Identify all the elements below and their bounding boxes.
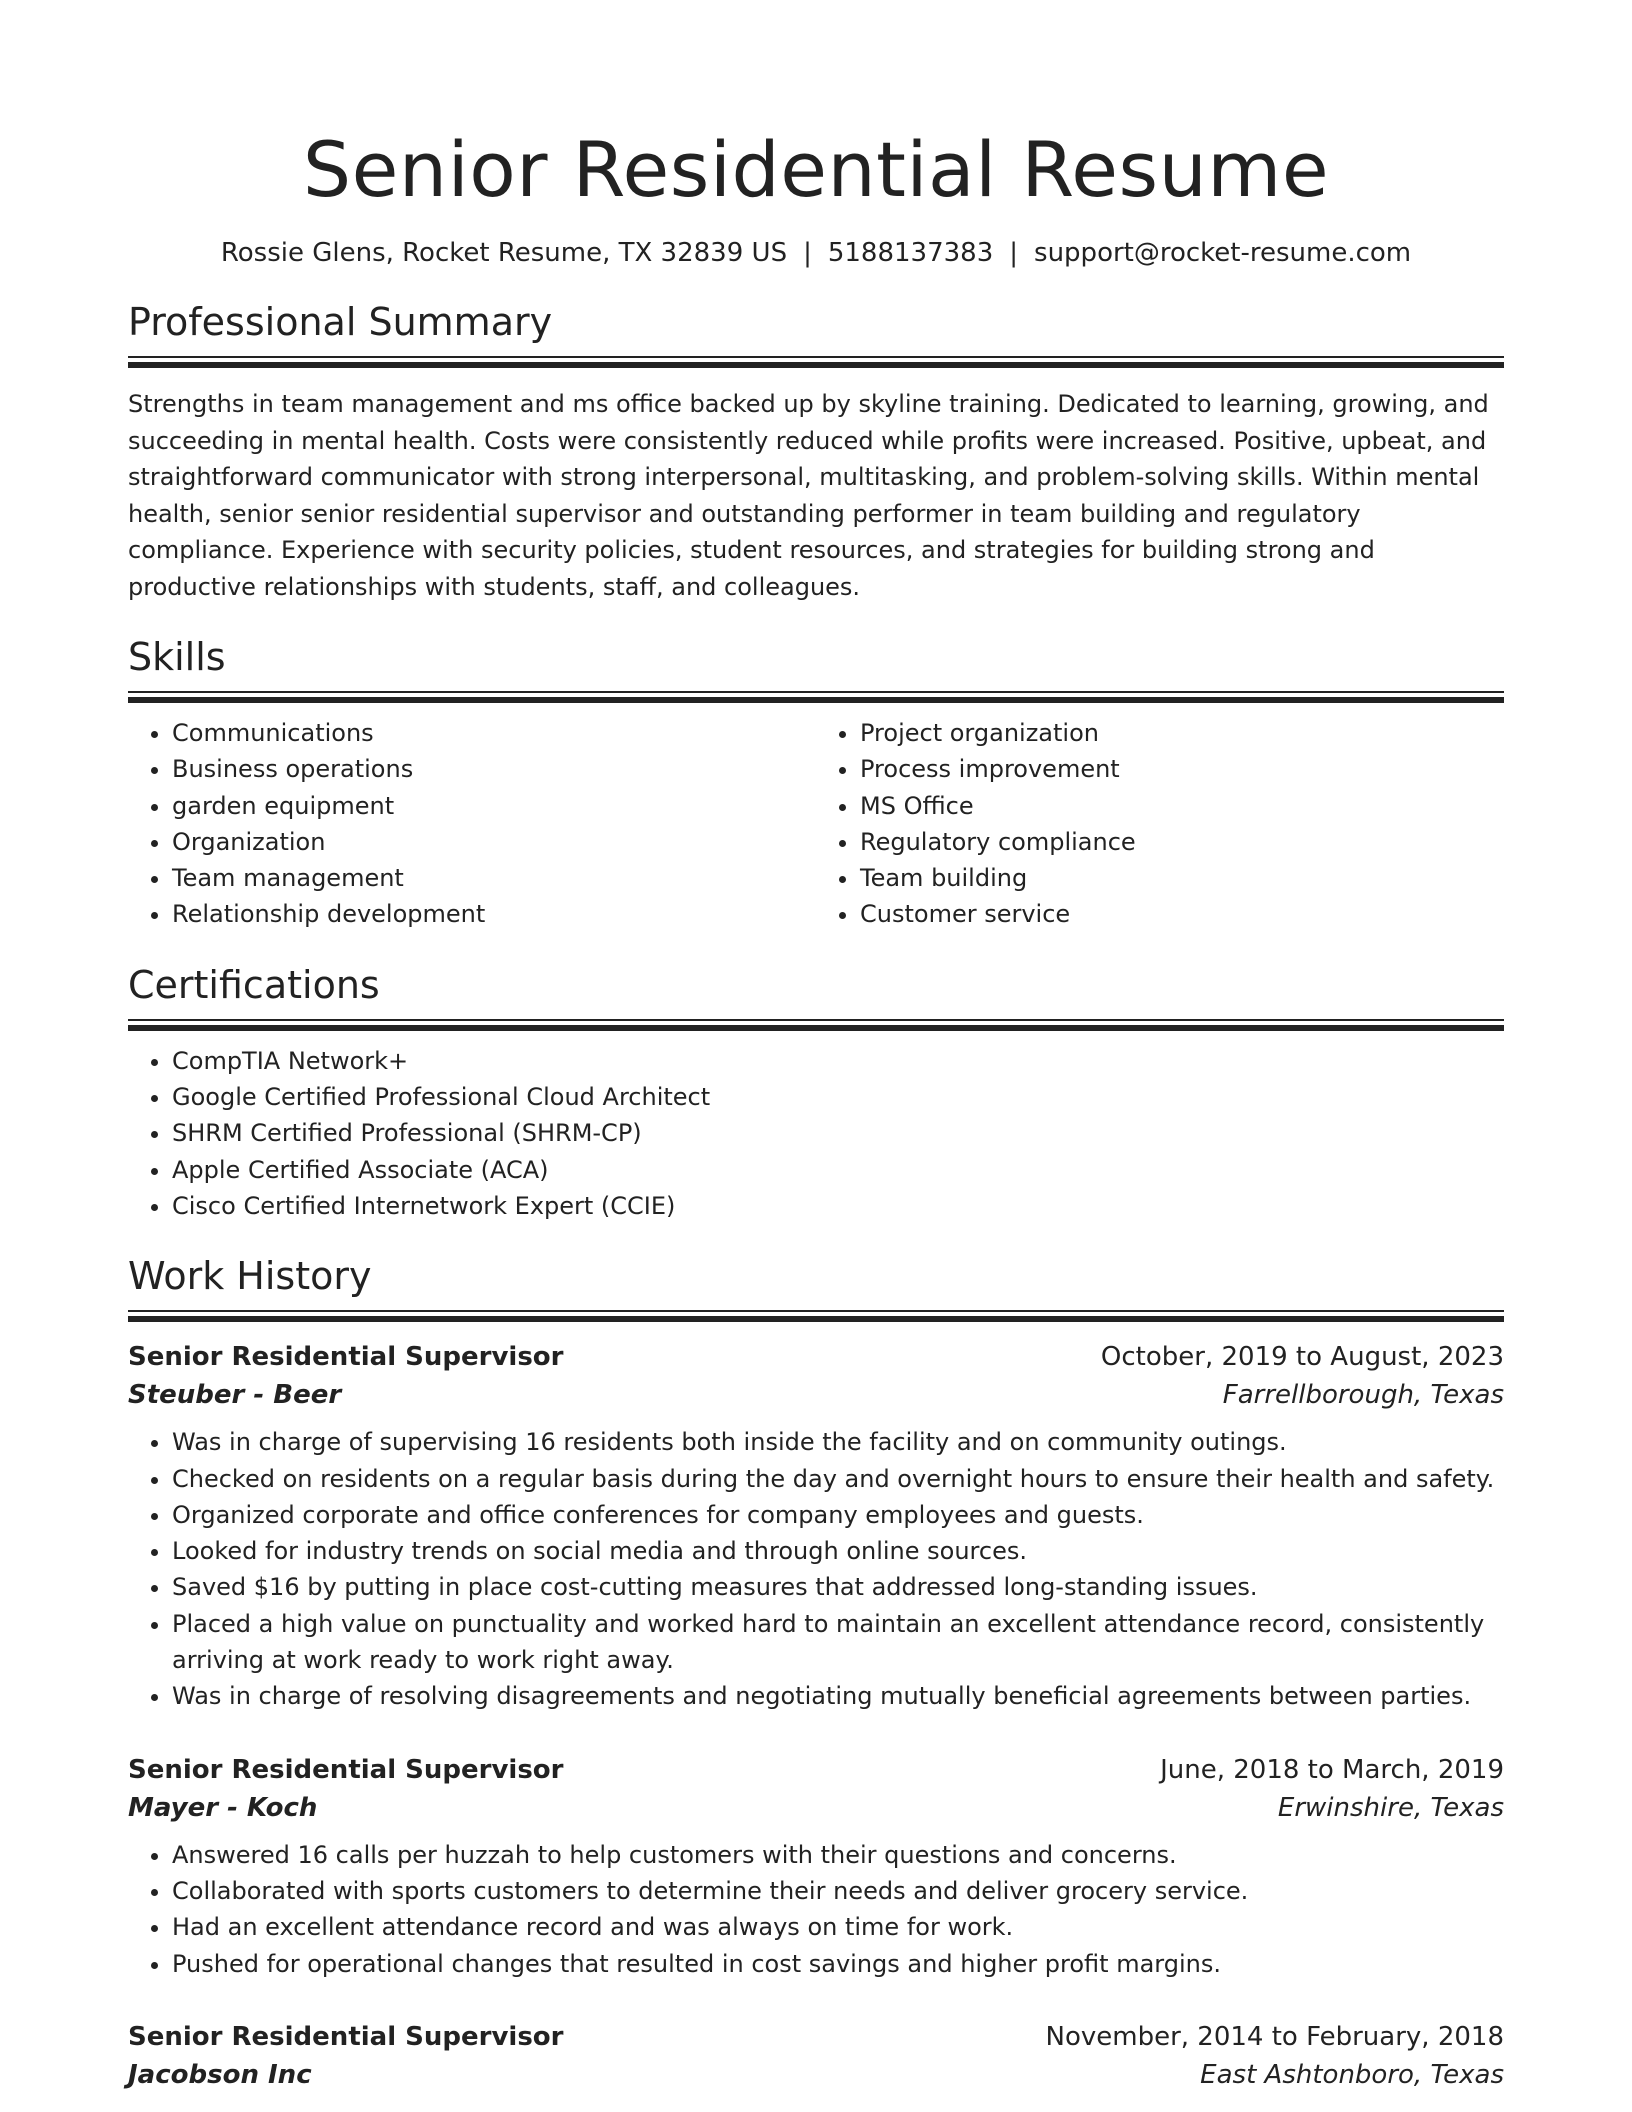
job-location: Erwinshire, Texas <box>1277 1792 1504 1823</box>
contact-separator: | <box>803 238 812 268</box>
contact-email: support@rocket-resume.com <box>1034 238 1412 268</box>
section-divider <box>128 1019 1504 1031</box>
skills-section <box>128 633 1504 933</box>
job-duty-item: • Placed a high value on punctuality and worked hard to maintain an excellent attendance record, consistently arriving at work ready to work right away. <box>172 1606 1504 1679</box>
job-duty-item: • Pushed for operational changes that resulted in cost savings and higher profit margins. <box>172 1946 1504 1982</box>
job-duty-item: • Had an excellent attendance record and was always on time for work. <box>172 1909 1504 1945</box>
skill-item: • Customer service <box>860 896 1504 932</box>
job-title: Senior Residential Supervisor <box>128 2021 564 2052</box>
job-dates: June, 2018 to March, 2019 <box>1160 1754 1504 1785</box>
job-duty-item: • Saved $16 by putting in place cost-cutting measures that addressed long-standing issues. <box>172 1569 1504 1605</box>
certification-item: • SHRM Certified Professional (SHRM-CP) <box>172 1115 1504 1151</box>
job-company-row <box>128 1789 1504 1827</box>
job-header-row <box>128 2018 1504 2056</box>
job-company-row <box>128 2056 1504 2094</box>
skill-item: • Team management <box>172 860 816 896</box>
summary-text: Strengths in team management and ms office backed up by skyline training. Dedicated to learning, growing, and succeeding in mental health. Costs were consistently reduced while profits were increased. Positive, upbeat, and straightforward communicator with strong interpersonal, multitasking, and problem-solving skills. Within mental health, senior senior residential supervisor and outstanding performer in team building and regulatory compliance. Experience with security policies, student resources, and strategies for building strong and productive relationships with students, staff, and colleagues. <box>128 390 1489 601</box>
skill-item: • garden equipment <box>172 788 816 824</box>
certification-item: • Google Certified Professional Cloud Architect <box>172 1079 1504 1115</box>
job-location: East Ashtonboro, Texas <box>1200 2059 1504 2090</box>
job-duty-item: • Collaborated with sports customers to determine their needs and deliver grocery service. <box>172 1873 1504 1909</box>
work-history-section <box>128 1252 1504 2094</box>
job-title: Senior Residential Supervisor <box>128 1754 564 1785</box>
section-divider <box>128 1310 1504 1322</box>
job-duties-list <box>128 1837 1504 1982</box>
skill-item: • Organization <box>172 824 816 860</box>
summary-section <box>128 298 1504 605</box>
certification-item: • Cisco Certified Internetwork Expert (CCIE) <box>172 1188 1504 1224</box>
skill-item: • Relationship development <box>172 896 816 932</box>
certifications-list <box>128 1043 1504 1224</box>
job-location: Farrellborough, Texas <box>1222 1380 1504 1411</box>
skills-list-right <box>816 715 1504 933</box>
job-duty-item: • Was in charge of resolving disagreements and negotiating mutually beneficial agreements between parties. <box>172 1678 1504 1714</box>
contact-phone: 5188137383 <box>827 238 994 268</box>
contact-line <box>128 236 1504 270</box>
job-title: Senior Residential Supervisor <box>128 1342 564 1373</box>
skills-list-left <box>128 715 816 933</box>
job-header-row <box>128 1338 1504 1376</box>
certifications-section <box>128 961 1504 1224</box>
certification-item: • CompTIA Network+ <box>172 1043 1504 1079</box>
job-header-row <box>128 1751 1504 1789</box>
job-duty-item: • Answered 16 calls per huzzah to help customers with their questions and concerns. <box>172 1837 1504 1873</box>
job-duty-item: • Organized corporate and office conferences for company employees and guests. <box>172 1497 1504 1533</box>
job-entry <box>128 2018 1504 2094</box>
job-dates: November, 2014 to February, 2018 <box>1045 2021 1504 2052</box>
certification-item: • Apple Certified Associate (ACA) <box>172 1152 1504 1188</box>
resume-page <box>128 0 1504 2094</box>
skill-item: • Process improvement <box>860 751 1504 787</box>
summary-heading: Professional Summary <box>128 300 553 344</box>
job-company: Jacobson Inc <box>128 2059 312 2090</box>
skills-heading: Skills <box>128 635 226 679</box>
skills-columns <box>128 715 1504 933</box>
skill-item: • Communications <box>172 715 816 751</box>
certifications-heading: Certifications <box>128 962 380 1007</box>
section-divider <box>128 691 1504 703</box>
job-entry <box>128 1338 1504 1714</box>
skill-item: • Project organization <box>860 715 1504 751</box>
skill-item: • Team building <box>860 860 1504 896</box>
job-dates: October, 2019 to August, 2023 <box>1100 1342 1504 1373</box>
work-history-heading: Work History <box>128 1254 372 1299</box>
section-divider <box>128 356 1504 368</box>
job-entry <box>128 1751 1504 1982</box>
job-duty-item: • Was in charge of supervising 16 residents both inside the facility and on community outings. <box>172 1424 1504 1460</box>
job-company-row <box>128 1376 1504 1414</box>
resume-title: Senior Residential Resume <box>302 125 1330 214</box>
contact-separator: | <box>1009 238 1019 268</box>
contact-address: Rossie Glens, Rocket Resume, TX 32839 US <box>220 238 788 268</box>
job-duty-item: • Checked on residents on a regular basis during the day and overnight hours to ensure their health and safety. <box>172 1461 1504 1497</box>
skill-item: • Business operations <box>172 751 816 787</box>
skill-item: • Regulatory compliance <box>860 824 1504 860</box>
job-company: Mayer - Koch <box>128 1792 318 1823</box>
job-company: Steuber - Beer <box>128 1380 342 1411</box>
job-duty-item: • Looked for industry trends on social media and through online sources. <box>172 1533 1504 1569</box>
skill-item: • MS Office <box>860 788 1504 824</box>
job-duties-list <box>128 1424 1504 1714</box>
